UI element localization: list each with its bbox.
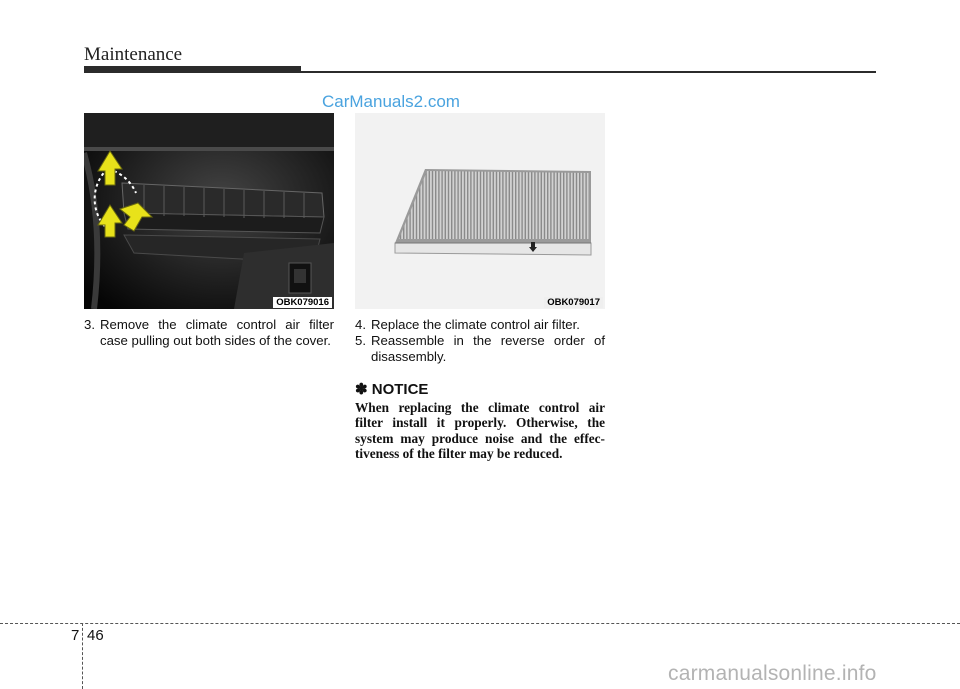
header-title: Maintenance [84, 44, 183, 65]
notice-heading [355, 380, 428, 398]
page-number: 46 [87, 627, 104, 644]
step-text: Reassemble in the reverse order of disassembly. [371, 333, 605, 364]
notice-star-icon: ✽ [355, 381, 368, 398]
notice-body: When replacing the climate control air filter install it properly. Otherwise, the system may produce noise and the effec-tiveness of the filter may be reduced. [355, 400, 605, 461]
figure-air-filter [355, 113, 605, 309]
header-rule-thin [84, 71, 876, 73]
notice-heading-text: NOTICE [371, 381, 429, 398]
step-number: 4. [355, 317, 366, 332]
step-4 [355, 317, 605, 333]
figure-code: OBK079016 [273, 297, 332, 308]
watermark-bottom: carmanualsonline.info [668, 662, 877, 685]
air-filter-illustration [355, 113, 605, 309]
figure-code: OBK079017 [544, 297, 603, 308]
step-text: Replace the climate control air filter. [371, 317, 580, 332]
footer-divider [82, 623, 83, 689]
figure-filter-cover [84, 113, 334, 309]
step-number: 3. [84, 317, 95, 332]
watermark-top: CarManuals2.com [322, 92, 460, 111]
filter-cover-illustration [84, 113, 334, 309]
step-5 [355, 333, 605, 364]
step-number: 5. [355, 333, 366, 348]
page-section: 7 [71, 627, 80, 644]
footer-rule [0, 623, 960, 624]
step-text: Remove the climate control air filter case pulling out both sides of the cover. [100, 317, 334, 348]
step-3 [84, 317, 334, 348]
